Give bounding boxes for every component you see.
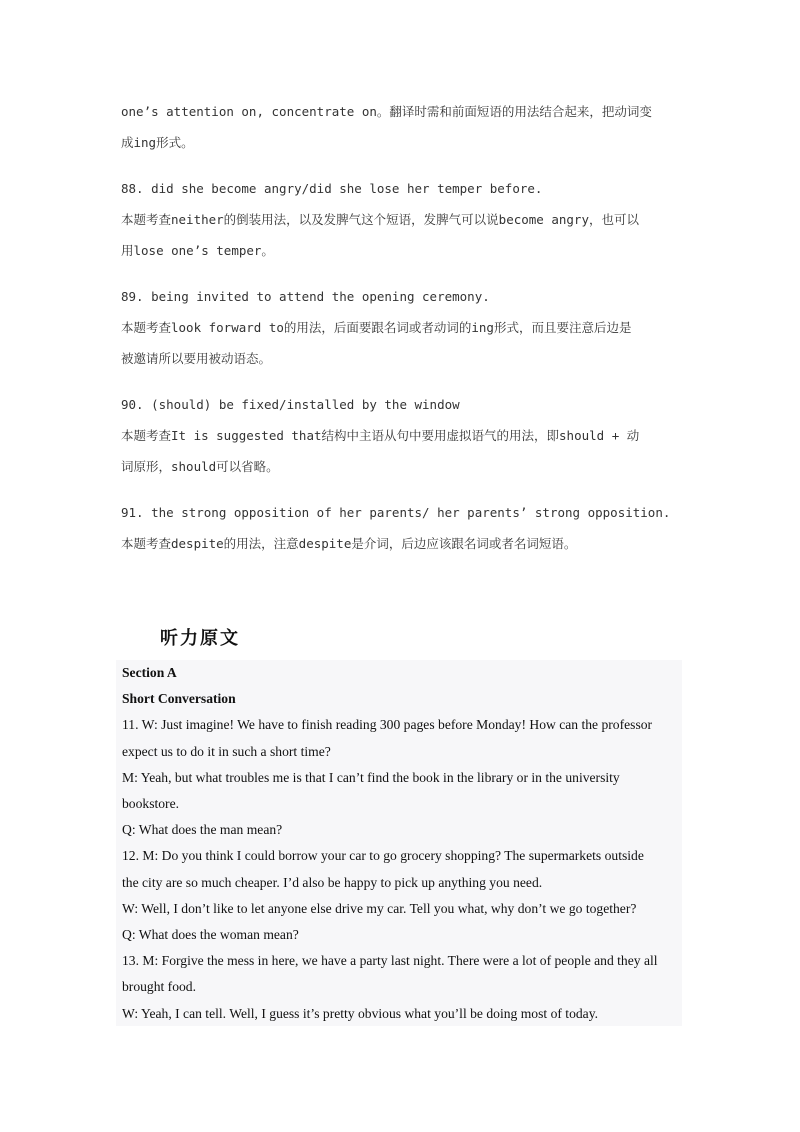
answer-block-90 <box>121 389 683 482</box>
answer-line: 成ing形式。 <box>121 135 194 150</box>
answer-block-88 <box>121 173 683 266</box>
subsection-heading: Short Conversation <box>122 691 236 707</box>
answer-line: 本题考查It is suggested that结构中主语从句中要用虚拟语气的用法，即should + 动 <box>121 428 640 443</box>
section-heading: Section A <box>122 665 177 680</box>
transcript-line: the city are so much cheaper. I’d also be happy to pick up anything you need. <box>122 874 543 890</box>
answer-line: 91. the strong opposition of her parents/ her parents’ strong opposition. <box>121 505 671 520</box>
answer-line: 被邀请所以要用被动语态。 <box>121 351 272 366</box>
answer-line: 本题考查despite的用法，注意despite是介词，后边应该跟名词或者名词短语。 <box>121 536 577 551</box>
answer-line: 90. (should) be fixed/installed by the window <box>121 397 460 412</box>
transcript-line: brought food. <box>122 979 197 995</box>
transcript-line: 12. M: Do you think I could borrow your car to go grocery shopping? The supermarkets outside <box>122 848 644 864</box>
answer-explanations <box>121 96 683 574</box>
answer-block-89 <box>121 281 683 374</box>
answer-line: one’s attention on, concentrate on。翻译时需和前面短语的用法结合起来，把动词变 <box>121 104 652 119</box>
listening-title: 听力原文 <box>160 628 240 649</box>
answer-line: 89. being invited to attend the opening ceremony. <box>121 289 490 304</box>
transcript-line: 11. W: Just imagine! We have to finish reading 300 pages before Monday! How can the professor <box>122 717 653 733</box>
answer-line: 88. did she become angry/did she lose her temper before. <box>121 181 543 196</box>
transcript-line: W: Well, I don’t like to let anyone else drive my car. Tell you what, why don’t we go together? <box>122 900 637 916</box>
transcript-line: Q: What does the man mean? <box>122 822 283 838</box>
answer-line: 词原形，should可以省略。 <box>121 459 279 474</box>
answer-line: 本题考查neither的倒装用法，以及发脾气这个短语，发脾气可以说become angry，也可以 <box>121 212 639 227</box>
answer-block-91 <box>121 497 683 559</box>
transcript-line: expect us to do it in such a short time? <box>122 743 331 759</box>
answer-line: 用lose one’s temper。 <box>121 243 274 258</box>
transcript-line: Q: What does the woman mean? <box>122 927 299 943</box>
answer-line: 本题考查look forward to的用法，后面要跟名词或者动词的ing形式，而且要注意后边是 <box>121 320 632 335</box>
answer-block-87 <box>121 96 683 158</box>
transcript-line: 13. M: Forgive the mess in here, we have a party last night. There were a lot of people and they all <box>122 953 658 969</box>
transcript-line: bookstore. <box>122 796 180 812</box>
transcript-line: M: Yeah, but what troubles me is that I can’t find the book in the library or in the university <box>122 769 620 785</box>
transcript-line: W: Yeah, I can tell. Well, I guess it’s pretty obvious what you’ll be doing most of today. <box>122 1005 599 1021</box>
listening-transcript <box>116 660 682 1026</box>
